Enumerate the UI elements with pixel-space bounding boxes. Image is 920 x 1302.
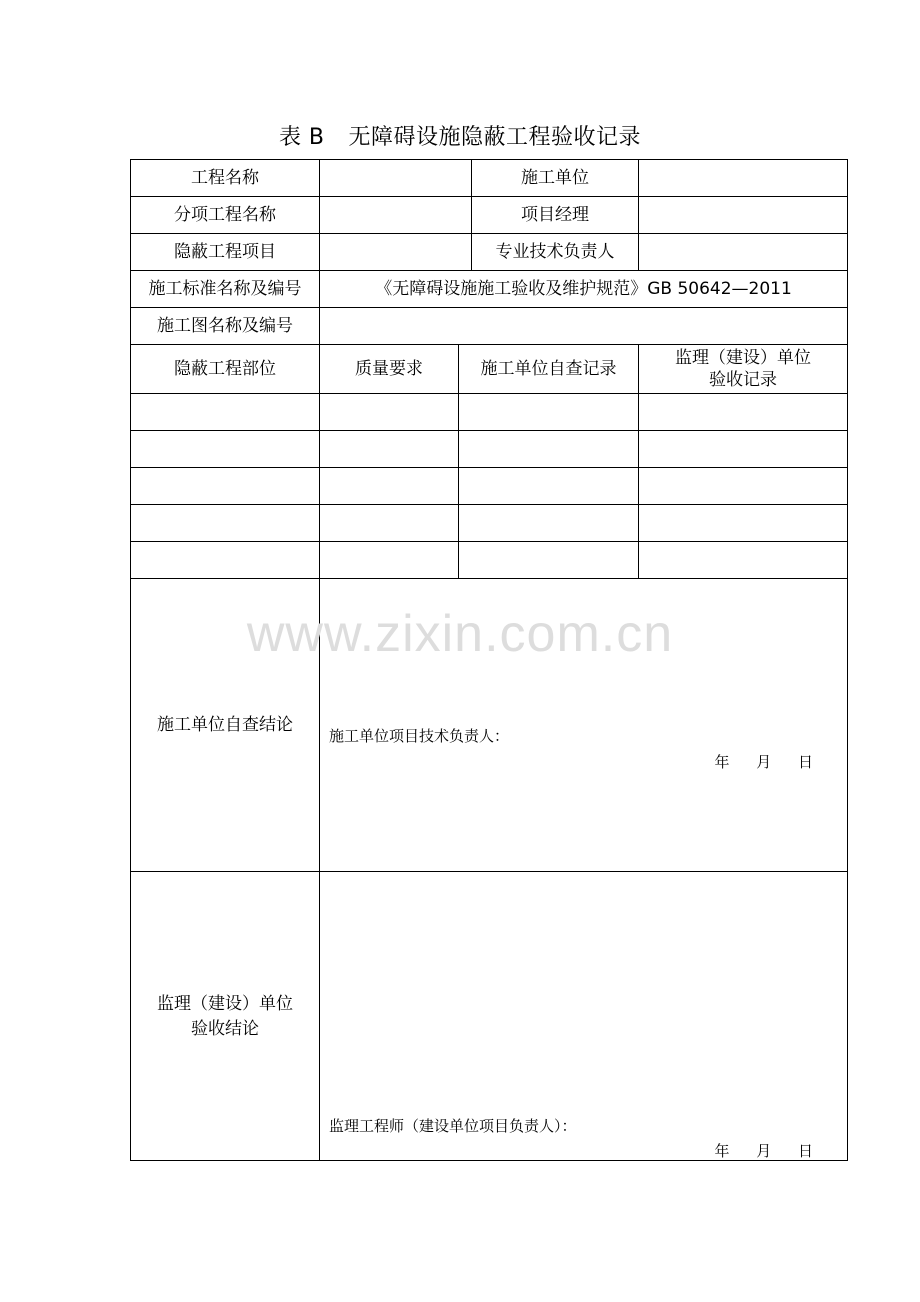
row-column-headers	[131, 345, 848, 394]
cell-supervision[interactable]	[639, 542, 848, 579]
page-title	[0, 120, 920, 151]
table-row	[131, 542, 848, 579]
supervision-date: 年 月 日	[714, 1142, 813, 1160]
cell-self-check[interactable]	[459, 505, 639, 542]
row-concealed-item	[131, 234, 848, 271]
label-project-name: 工程名称	[131, 160, 320, 197]
title-prefix: 表 B	[278, 125, 325, 150]
header-quality: 质量要求	[320, 345, 459, 394]
field-tech-lead[interactable]	[639, 234, 848, 271]
row-construction-conclusion	[131, 579, 848, 872]
label-drawing: 施工图名称及编号	[131, 308, 320, 345]
title-text: 无障碍设施隐蔽工程验收记录	[348, 125, 642, 150]
cell-location[interactable]	[131, 505, 320, 542]
cell-quality[interactable]	[320, 505, 459, 542]
cell-self-check[interactable]	[459, 394, 639, 431]
cell-quality[interactable]	[320, 431, 459, 468]
field-project-name[interactable]	[320, 160, 472, 197]
row-standard	[131, 271, 848, 308]
header-supervision	[639, 345, 848, 394]
label-sub-project-name: 分项工程名称	[131, 197, 320, 234]
field-concealed-item[interactable]	[320, 234, 472, 271]
cell-location[interactable]	[131, 542, 320, 579]
cell-quality[interactable]	[320, 542, 459, 579]
label-standard: 施工标准名称及编号	[131, 271, 320, 308]
table-row	[131, 468, 848, 505]
field-project-manager[interactable]	[639, 197, 848, 234]
field-drawing[interactable]	[320, 308, 848, 345]
watermark: www.zixin.com.cn	[246, 605, 674, 663]
row-drawing	[131, 308, 848, 345]
table-row	[131, 431, 848, 468]
cell-self-check[interactable]	[459, 431, 639, 468]
cell-quality[interactable]	[320, 468, 459, 505]
cell-self-check[interactable]	[459, 468, 639, 505]
supervision-label-line2: 验收结论	[191, 1018, 259, 1039]
cell-self-check[interactable]	[459, 542, 639, 579]
field-sub-project-name[interactable]	[320, 197, 472, 234]
cell-supervision[interactable]	[639, 468, 848, 505]
field-construction-conclusion[interactable]	[320, 579, 848, 872]
label-supervision-conclusion	[131, 872, 320, 1161]
cell-supervision[interactable]	[639, 431, 848, 468]
construction-signer-label: 施工单位项目技术负责人：	[329, 727, 510, 745]
cell-location[interactable]	[131, 431, 320, 468]
label-project-manager: 项目经理	[472, 197, 639, 234]
cell-supervision[interactable]	[639, 394, 848, 431]
value-standard: 《无障碍设施施工验收及维护规范》GB 50642—2011	[320, 271, 848, 308]
label-construction-conclusion: 施工单位自查结论	[131, 579, 320, 872]
cell-supervision[interactable]	[639, 505, 848, 542]
cell-location[interactable]	[131, 394, 320, 431]
supervision-signer-label: 监理工程师（建设单位项目负责人）：	[329, 1117, 577, 1135]
cell-quality[interactable]	[320, 394, 459, 431]
header-location: 隐蔽工程部位	[131, 345, 320, 394]
field-construction-unit[interactable]	[639, 160, 848, 197]
row-project-name	[131, 160, 848, 197]
row-sub-project	[131, 197, 848, 234]
field-supervision-conclusion[interactable]	[320, 872, 848, 1161]
table-row	[131, 394, 848, 431]
label-construction-unit: 施工单位	[472, 160, 639, 197]
label-tech-lead: 专业技术负责人	[472, 234, 639, 271]
header-supervision-line1: 监理（建设）单位	[675, 348, 811, 368]
construction-date: 年 月 日	[714, 753, 813, 771]
label-concealed-item: 隐蔽工程项目	[131, 234, 320, 271]
cell-location[interactable]	[131, 468, 320, 505]
header-supervision-line2: 验收记录	[709, 370, 777, 390]
row-supervision-conclusion	[131, 872, 848, 1161]
supervision-label-line1: 监理（建设）单位	[157, 993, 293, 1014]
acceptance-form	[130, 159, 848, 1161]
header-self-check: 施工单位自查记录	[459, 345, 639, 394]
table-row	[131, 505, 848, 542]
